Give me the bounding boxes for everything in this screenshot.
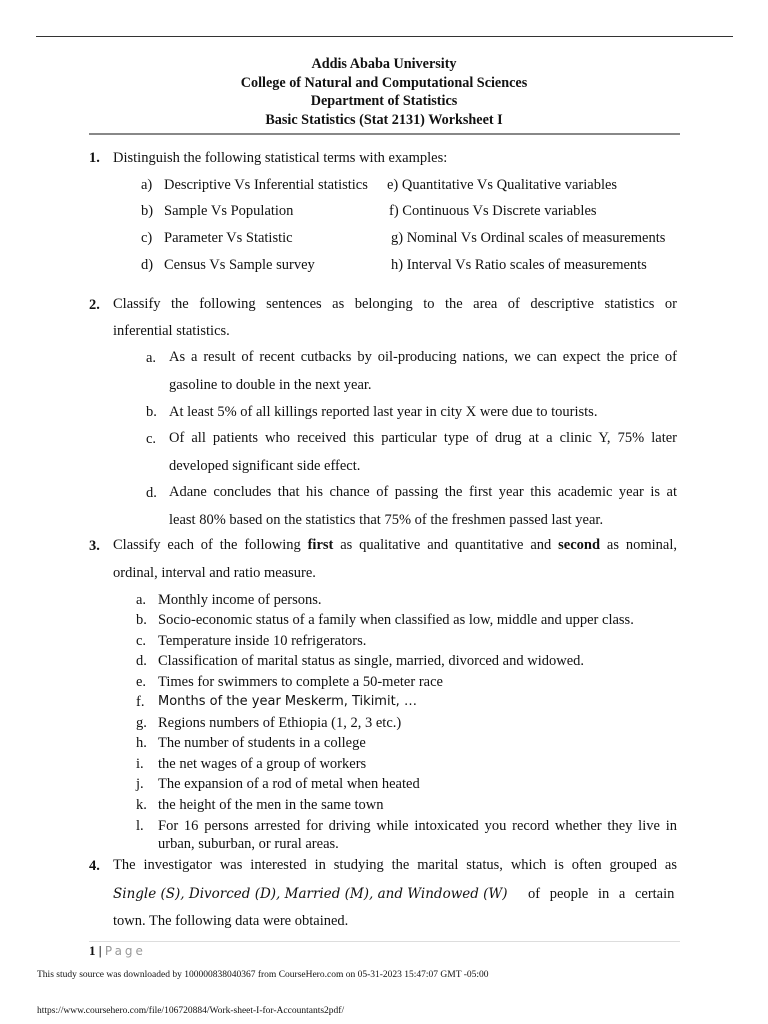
- top-rule: [36, 36, 733, 37]
- sentence-item: Adane concludes that his chance of passing the first year this academic year is at: [169, 484, 677, 500]
- item-letter: b.: [136, 612, 147, 628]
- term-pair: f) Continuous Vs Discrete variables: [389, 203, 597, 219]
- department-name: Department of Statistics: [310, 93, 458, 109]
- list-item: Months of the year Meskerm, Tikimit, …: [158, 694, 417, 709]
- list-item: Socio-economic status of a family when classified as low, middle and upper class.: [158, 612, 634, 628]
- term-pair: Sample Vs Population: [164, 203, 294, 219]
- header-rule: [89, 133, 680, 135]
- term-pair: e) Quantitative Vs Qualitative variables: [387, 177, 618, 193]
- sentence-item-cont: developed significant side effect.: [169, 458, 361, 474]
- university-name: Addis Ababa University: [311, 56, 457, 72]
- term-letter: c): [141, 230, 153, 246]
- question-text: The investigator was interested in studying the marital status, which is often grouped as: [113, 857, 677, 873]
- document-header: [0, 55, 768, 129]
- item-letter: g.: [136, 715, 147, 731]
- question-text: Classify each of the following first as qualitative and quantitative and second as nominal,: [113, 537, 677, 553]
- item-letter: j.: [136, 776, 144, 792]
- item-letter: f.: [136, 694, 145, 710]
- term-pair: Descriptive Vs Inferential statistics: [164, 177, 368, 193]
- question-text: Distinguish the following statistical terms with examples:: [113, 150, 448, 166]
- worksheet-title: Basic Statistics (Stat 2131) Worksheet I: [265, 111, 503, 128]
- list-item: Classification of marital status as single, married, divorced and widowed.: [158, 653, 585, 669]
- list-item: Temperature inside 10 refrigerators.: [158, 633, 367, 649]
- term-letter: b): [141, 203, 154, 219]
- sentence-item-cont: gasoline to double in the next year.: [169, 377, 372, 393]
- source-url[interactable]: https://www.coursehero.com/file/106720884/Work-sheet-I-for-Accountants2pdf/: [37, 1006, 345, 1016]
- question-text-cont: ordinal, interval and ratio measure.: [113, 565, 316, 581]
- list-item: The number of students in a college: [158, 735, 366, 751]
- footer-rule: [89, 941, 680, 942]
- list-item: Regions numbers of Ethiopia (1, 2, 3 etc.): [158, 715, 402, 731]
- list-item-cont: urban, suburban, or rural areas.: [158, 836, 339, 852]
- marital-status-categories: Single (S), Divorced (D), Married (M), and Windowed (W): [113, 886, 508, 902]
- list-item: Times for swimmers to complete a 50-meter race: [158, 674, 443, 690]
- question-text: Classify the following sentences as belonging to the area of descriptive statistics or: [113, 296, 677, 312]
- sentence-item: As a result of recent cutbacks by oil-producing nations, we can expect the price of: [169, 349, 677, 365]
- college-name: College of Natural and Computational Sciences: [240, 74, 528, 91]
- question-number: 3.: [89, 538, 100, 554]
- sentence-item: Of all patients who received this particular type of drug at a clinic Y, 75% later: [169, 430, 677, 446]
- term-pair: h) Interval Vs Ratio scales of measurements: [391, 257, 647, 273]
- list-item: the net wages of a group of workers: [158, 756, 367, 772]
- sentence-item: At least 5% of all killings reported last year in city X were due to tourists.: [169, 404, 598, 420]
- term-letter: a): [141, 177, 153, 193]
- item-letter: k.: [136, 797, 147, 813]
- item-letter: d.: [146, 485, 157, 501]
- item-letter: a.: [136, 592, 147, 608]
- download-notice: This study source was downloaded by 100000838040367 from CourseHero.com on 05-31-2023 15:47:07 GMT -05:00: [37, 970, 489, 980]
- term-pair: Census Vs Sample survey: [164, 257, 315, 273]
- list-item: Monthly income of persons.: [158, 592, 322, 608]
- question-text-cont: inferential statistics.: [113, 323, 230, 339]
- item-letter: b.: [146, 404, 157, 420]
- question-number: 4.: [89, 858, 100, 874]
- page-number: 1 | Page: [89, 943, 146, 958]
- term-pair: Parameter Vs Statistic: [164, 230, 293, 246]
- sentence-item-cont: least 80% based on the statistics that 75% of the freshmen passed last year.: [169, 512, 604, 528]
- term-letter: d): [141, 257, 154, 273]
- term-pair: g) Nominal Vs Ordinal scales of measurements: [391, 230, 666, 246]
- item-letter: d.: [136, 653, 147, 669]
- item-letter: c.: [136, 633, 147, 649]
- item-letter: h.: [136, 735, 147, 751]
- list-item: The expansion of a rod of metal when heated: [158, 776, 420, 792]
- question-number: 2.: [89, 297, 100, 313]
- list-item: For 16 persons arrested for driving while intoxicated you record whether they live in: [158, 818, 677, 834]
- question-text-cont: of people in a certain: [528, 886, 675, 902]
- item-letter: e.: [136, 674, 147, 690]
- item-letter: c.: [146, 431, 157, 447]
- item-letter: a.: [146, 350, 157, 366]
- question-text-cont: town. The following data were obtained.: [113, 913, 349, 929]
- item-letter: i.: [136, 756, 144, 772]
- item-letter: l.: [136, 818, 144, 834]
- question-number: 1.: [89, 150, 100, 166]
- list-item: the height of the men in the same town: [158, 797, 384, 813]
